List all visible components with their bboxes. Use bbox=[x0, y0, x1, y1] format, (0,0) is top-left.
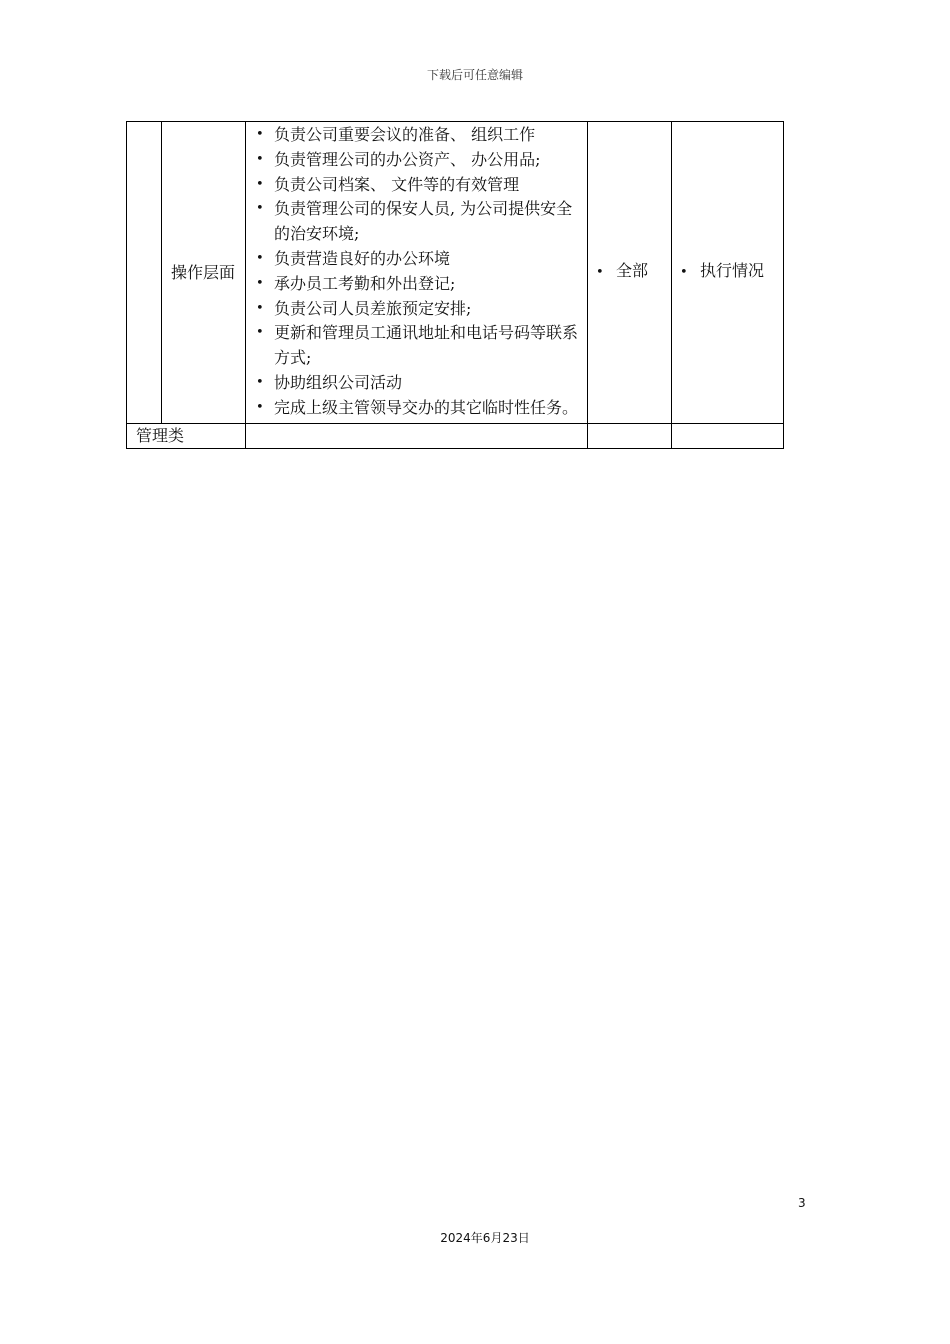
duty-item: • 协助组织公司活动 bbox=[254, 371, 581, 396]
scope-cell bbox=[588, 122, 672, 424]
bullet-icon: • bbox=[680, 265, 688, 281]
duty-item: • 负责公司重要会议的准备、 组织工作 bbox=[254, 123, 581, 148]
duty-table bbox=[126, 121, 784, 449]
criteria-cell bbox=[672, 122, 784, 424]
duty-item: • 负责管理公司的保安人员, 为公司提供安全的治安环境; bbox=[254, 197, 581, 247]
operation-row bbox=[127, 122, 784, 424]
management-criteria-cell bbox=[672, 423, 784, 448]
management-label: 管理类 bbox=[136, 425, 185, 445]
page-header: 下载后可任意编辑 bbox=[426, 68, 523, 82]
duty-item: • 完成上级主管领导交办的其它临时性任务。 bbox=[254, 396, 581, 421]
bullet-icon: • bbox=[596, 265, 604, 281]
management-label-cell bbox=[127, 423, 246, 448]
level-label: 操作层面 bbox=[171, 262, 236, 282]
management-duties-cell bbox=[246, 423, 588, 448]
duty-item: • 更新和管理员工通讯地址和电话号码等联系方式; bbox=[254, 321, 581, 371]
duty-item: • 承办员工考勤和外出登记; bbox=[254, 272, 581, 297]
management-scope-cell bbox=[588, 423, 672, 448]
category-cell bbox=[127, 122, 162, 424]
duty-item: • 负责公司档案、 文件等的有效管理 bbox=[254, 173, 581, 198]
duty-item: • 负责管理公司的办公资产、 办公用品; bbox=[254, 148, 581, 173]
page-footer-date: 2024年6月23日 bbox=[440, 1231, 530, 1245]
duty-item: • 负责营造良好的办公环境 bbox=[254, 247, 581, 272]
page-number: 3 bbox=[798, 1196, 806, 1210]
duty-item: • 负责公司人员差旅预定安排; bbox=[254, 297, 581, 322]
level-label-cell bbox=[162, 122, 246, 424]
management-row bbox=[127, 423, 784, 448]
criteria-text: 执行情况 bbox=[700, 261, 765, 281]
scope-text: 全部 bbox=[616, 261, 649, 281]
duties-list bbox=[254, 123, 581, 421]
duties-cell bbox=[246, 122, 588, 424]
